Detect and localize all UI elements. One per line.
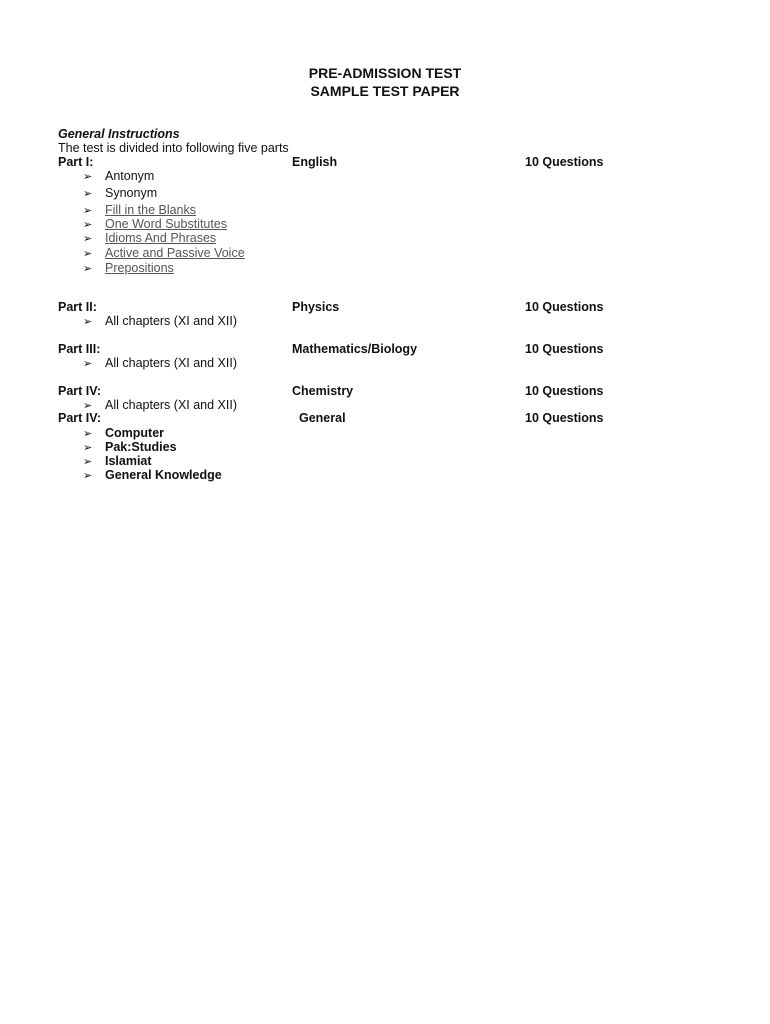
list-item: ➢ Islamiat — [83, 454, 152, 468]
list-item: ➢ Synonym — [83, 186, 158, 200]
arrow-bullet-icon: ➢ — [83, 248, 93, 260]
part-subject: Physics — [292, 300, 340, 314]
part-label: Part IV: — [58, 384, 102, 398]
list-item-link[interactable]: ➢ Idioms And Phrases — [83, 231, 217, 245]
part-questions: 10 Questions — [525, 155, 604, 169]
arrow-bullet-icon: ➢ — [83, 442, 93, 454]
part-questions: 10 Questions — [525, 300, 604, 314]
arrow-bullet-icon: ➢ — [83, 171, 93, 183]
instructions-heading: General Instructions — [58, 127, 180, 141]
arrow-bullet-icon: ➢ — [83, 205, 93, 217]
part-questions: 10 Questions — [525, 342, 604, 356]
list-item-link[interactable]: ➢ Prepositions — [83, 261, 174, 275]
arrow-bullet-icon: ➢ — [83, 428, 93, 440]
list-item: ➢ Computer — [83, 426, 165, 440]
list-item-link[interactable]: ➢ One Word Substitutes — [83, 217, 228, 231]
arrow-bullet-icon: ➢ — [83, 233, 93, 245]
part-label: Part II: — [58, 300, 97, 314]
list-item: ➢ Antonym — [83, 169, 155, 183]
instructions-text: The test is divided into following five parts — [58, 141, 289, 155]
list-item: ➢ All chapters (XI and XII) — [83, 314, 238, 328]
part-subject: Chemistry — [292, 384, 354, 398]
part-subject: General — [299, 411, 346, 425]
arrow-bullet-icon: ➢ — [83, 188, 93, 200]
part-label: Part I: — [58, 155, 94, 169]
arrow-bullet-icon: ➢ — [83, 358, 93, 370]
part-label: Part III: — [58, 342, 101, 356]
document-subtitle: SAMPLE TEST PAPER — [310, 83, 460, 99]
list-item-link[interactable]: ➢ Active and Passive Voice — [83, 246, 245, 260]
arrow-bullet-icon: ➢ — [83, 470, 93, 482]
list-item-link[interactable]: ➢ Fill in the Blanks — [83, 203, 197, 217]
part-subject: Mathematics/Biology — [292, 342, 418, 356]
arrow-bullet-icon: ➢ — [83, 456, 93, 468]
part-subject: English — [292, 155, 338, 169]
part-questions: 10 Questions — [525, 411, 604, 425]
document-title: PRE-ADMISSION TEST — [308, 65, 462, 81]
list-item: ➢ All chapters (XI and XII) — [83, 356, 238, 370]
arrow-bullet-icon: ➢ — [83, 316, 93, 328]
list-item: ➢ General Knowledge — [83, 468, 222, 482]
list-item: ➢ Pak:Studies — [83, 440, 177, 454]
arrow-bullet-icon: ➢ — [83, 400, 93, 412]
arrow-bullet-icon: ➢ — [83, 263, 93, 275]
part-questions: 10 Questions — [525, 384, 604, 398]
part-label: Part IV: — [58, 411, 102, 425]
list-item: ➢ All chapters (XI and XII) — [83, 398, 238, 412]
arrow-bullet-icon: ➢ — [83, 219, 93, 231]
